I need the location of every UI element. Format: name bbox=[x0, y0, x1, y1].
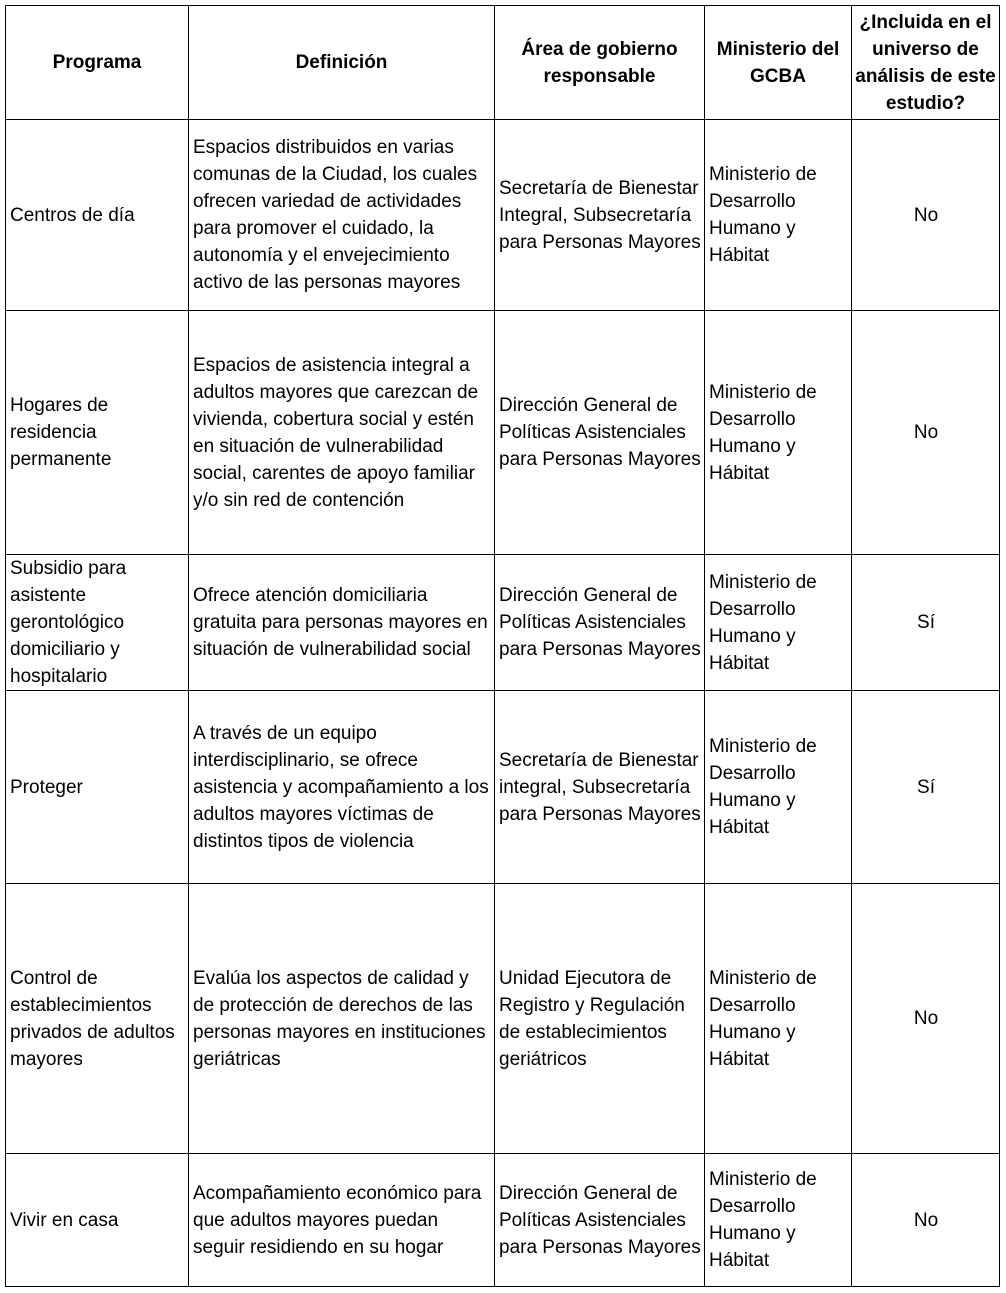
header-programa: Programa bbox=[6, 6, 189, 120]
cell-area: Dirección General de Políticas Asistenciales para Personas Mayores bbox=[495, 555, 705, 691]
table-header-row bbox=[6, 6, 1000, 120]
cell-programa: Hogares de residencia permanente bbox=[6, 311, 189, 555]
cell-definicion: Acompañamiento económico para que adultos mayores puedan seguir residiendo en su hogar bbox=[189, 1154, 495, 1287]
cell-ministerio: Ministerio de Desarrollo Humano y Hábitat bbox=[705, 884, 852, 1154]
cell-area: Dirección General de Políticas Asistenciales para Personas Mayores bbox=[495, 1154, 705, 1287]
cell-incluida: Sí bbox=[852, 691, 1000, 884]
cell-definicion: Espacios distribuidos en varias comunas de la Ciudad, los cuales ofrecen variedad de actividades para promover el cuidado, la autonomía y el envejecimiento activo de las personas mayores bbox=[189, 120, 495, 311]
header-ministerio: Ministerio del GCBA bbox=[705, 6, 852, 120]
table-row bbox=[6, 1154, 1000, 1287]
cell-incluida: No bbox=[852, 311, 1000, 555]
cell-incluida: No bbox=[852, 120, 1000, 311]
cell-incluida: Sí bbox=[852, 555, 1000, 691]
cell-definicion: Ofrece atención domiciliaria gratuita para personas mayores en situación de vulnerabilidad social bbox=[189, 555, 495, 691]
cell-programa: Centros de día bbox=[6, 120, 189, 311]
cell-area: Secretaría de Bienestar integral, Subsecretaría para Personas Mayores bbox=[495, 691, 705, 884]
cell-definicion: Espacios de asistencia integral a adultos mayores que carezcan de vivienda, cobertura social y estén en situación de vulnerabilidad social, carentes de apoyo familiar y/o sin red de contención bbox=[189, 311, 495, 555]
header-definicion: Definición bbox=[189, 6, 495, 120]
cell-programa: Control de establecimientos privados de adultos mayores bbox=[6, 884, 189, 1154]
table-row bbox=[6, 120, 1000, 311]
programs-table bbox=[5, 5, 1000, 1287]
cell-ministerio: Ministerio de Desarrollo Humano y Hábitat bbox=[705, 311, 852, 555]
cell-area: Unidad Ejecutora de Registro y Regulación de establecimientos geriátricos bbox=[495, 884, 705, 1154]
table-row bbox=[6, 691, 1000, 884]
table-row bbox=[6, 884, 1000, 1154]
cell-programa: Proteger bbox=[6, 691, 189, 884]
cell-programa: Vivir en casa bbox=[6, 1154, 189, 1287]
header-incluida: ¿Incluida en el universo de análisis de este estudio? bbox=[852, 6, 1000, 120]
cell-definicion: Evalúa los aspectos de calidad y de protección de derechos de las personas mayores en instituciones geriátricas bbox=[189, 884, 495, 1154]
cell-definicion: A través de un equipo interdisciplinario, se ofrece asistencia y acompañamiento a los adultos mayores víctimas de distintos tipos de violencia bbox=[189, 691, 495, 884]
cell-incluida: No bbox=[852, 884, 1000, 1154]
table-row bbox=[6, 311, 1000, 555]
cell-programa: Subsidio para asistente gerontológico domiciliario y hospitalario bbox=[6, 555, 189, 691]
cell-area: Dirección General de Políticas Asistenciales para Personas Mayores bbox=[495, 311, 705, 555]
table-row bbox=[6, 555, 1000, 691]
cell-ministerio: Ministerio de Desarrollo Humano y Hábitat bbox=[705, 1154, 852, 1287]
cell-ministerio: Ministerio de Desarrollo Humano y Hábitat bbox=[705, 555, 852, 691]
cell-incluida: No bbox=[852, 1154, 1000, 1287]
header-area: Área de gobierno responsable bbox=[495, 6, 705, 120]
cell-ministerio: Ministerio de Desarrollo Humano y Hábitat bbox=[705, 691, 852, 884]
cell-area: Secretaría de Bienestar Integral, Subsecretaría para Personas Mayores bbox=[495, 120, 705, 311]
cell-ministerio: Ministerio de Desarrollo Humano y Hábitat bbox=[705, 120, 852, 311]
